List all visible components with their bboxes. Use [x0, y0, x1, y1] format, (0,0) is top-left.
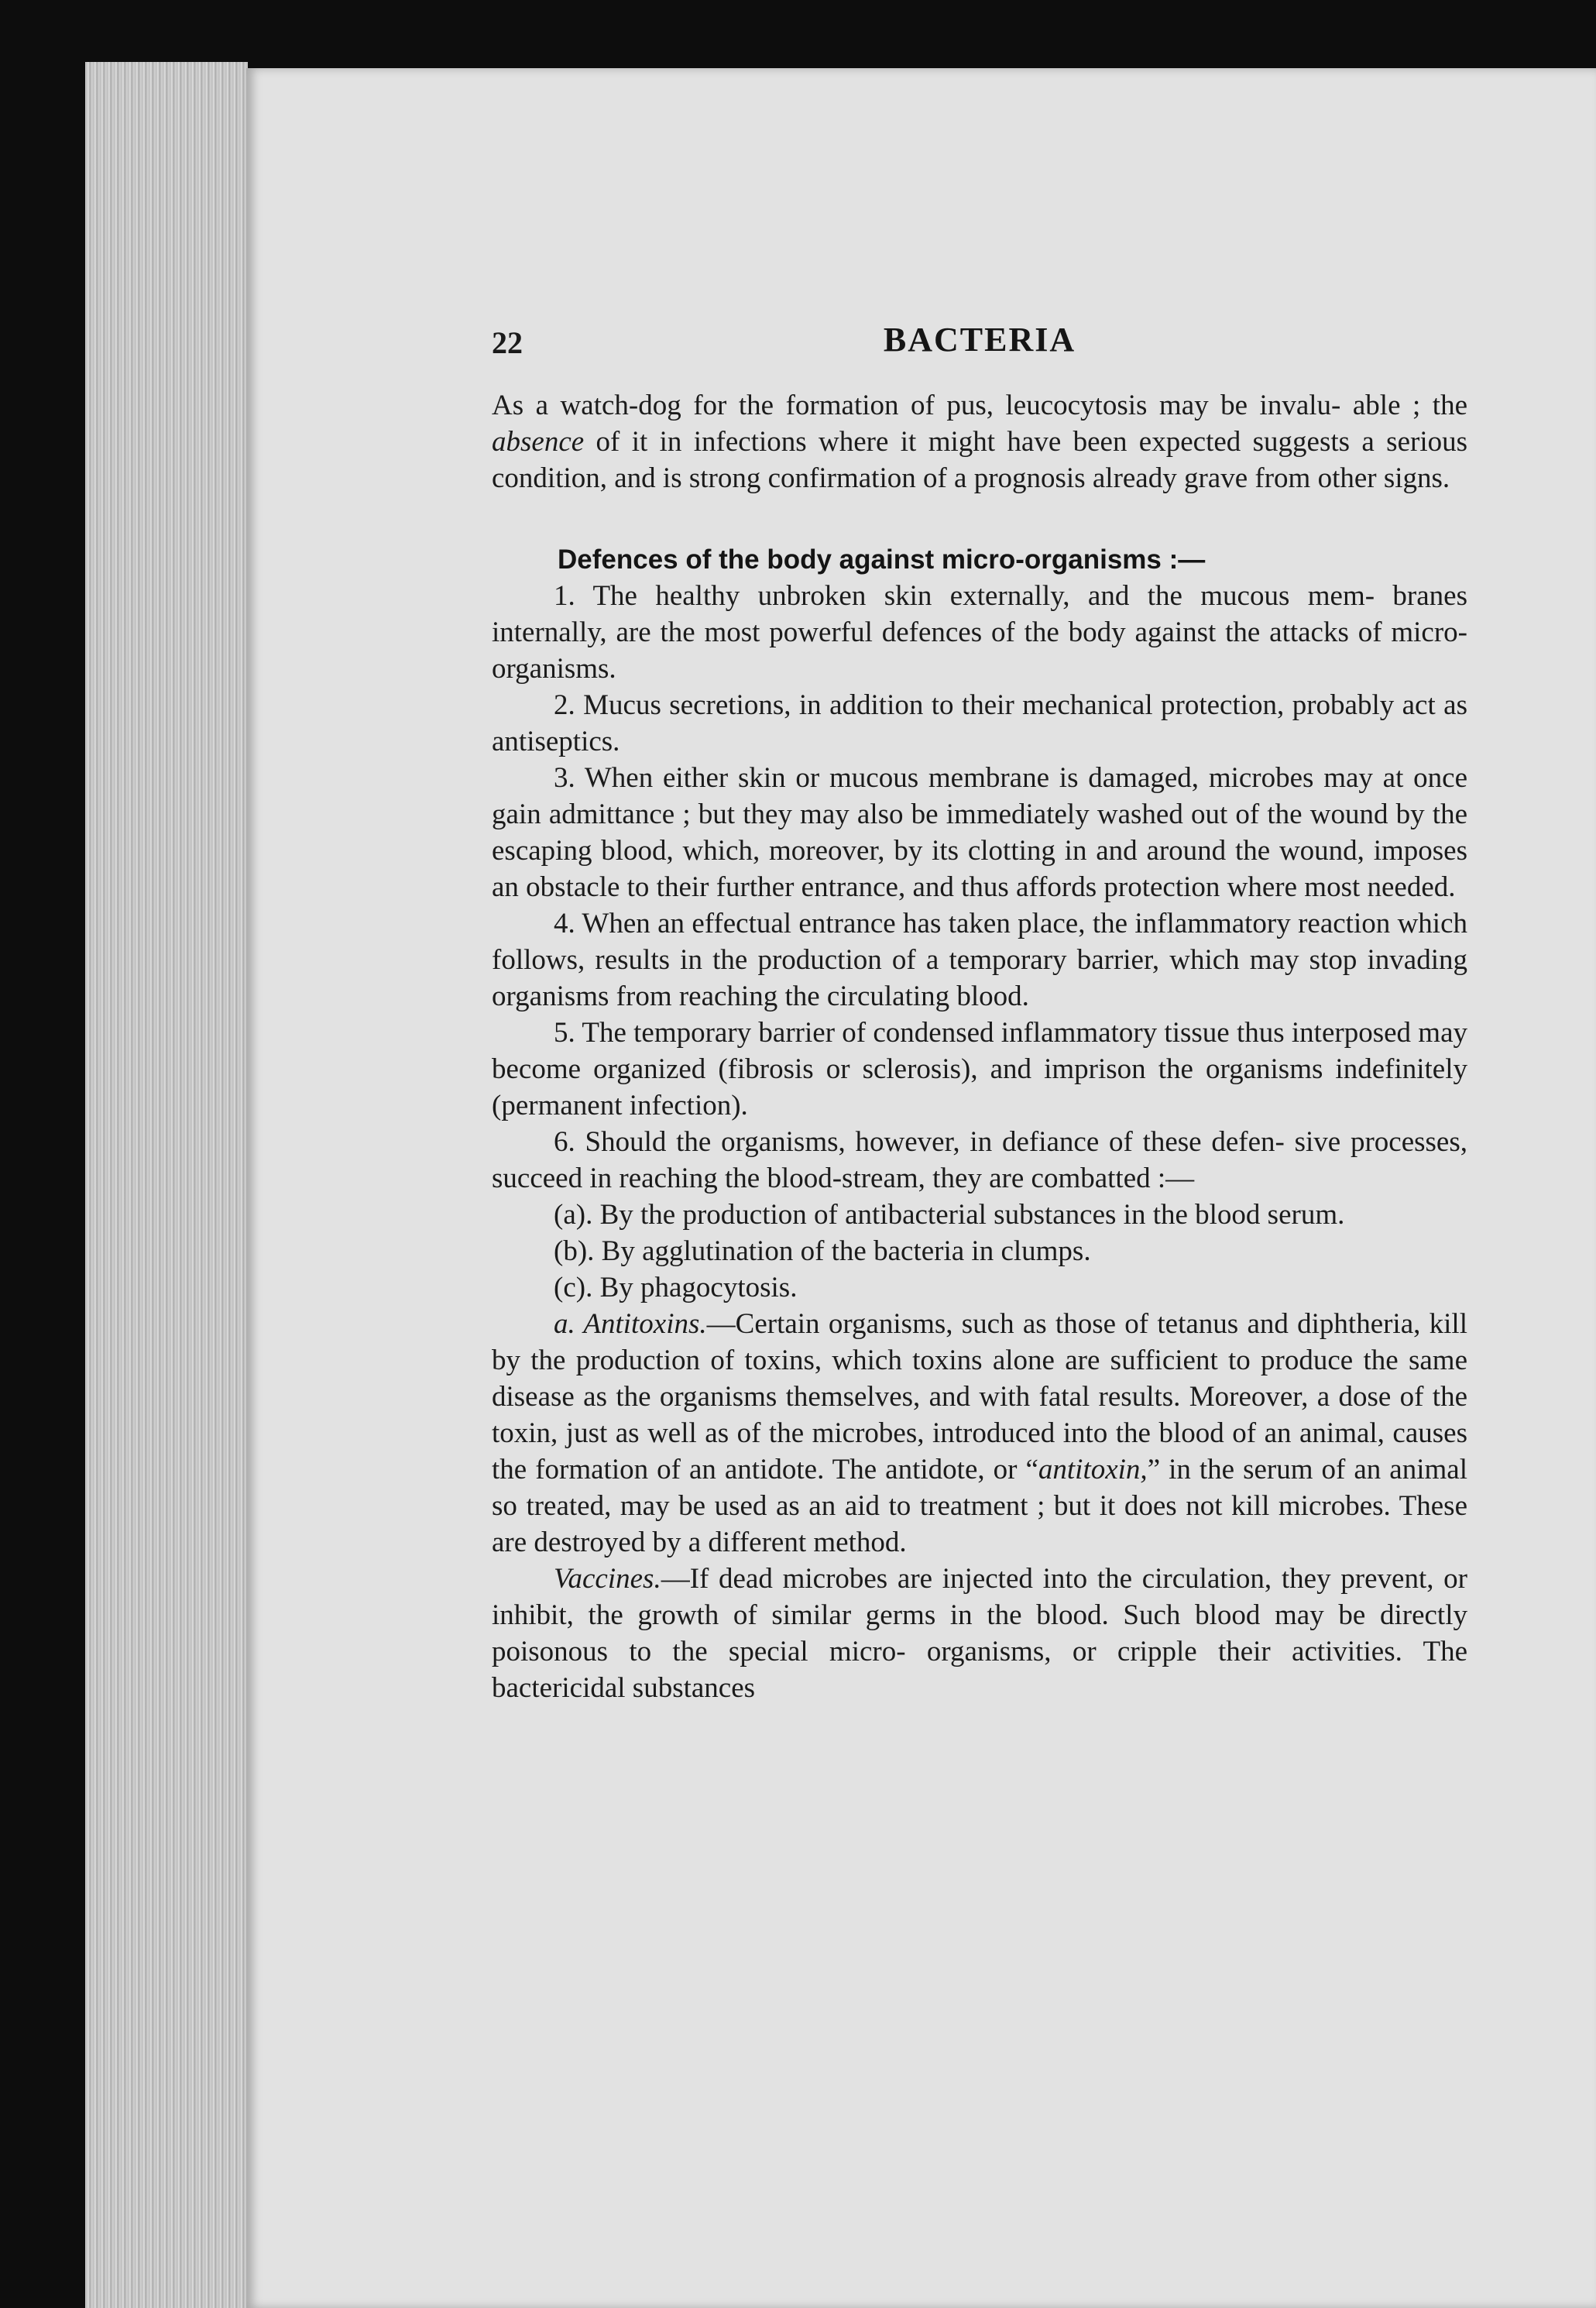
running-head	[492, 314, 1467, 368]
antitoxin-emphasis: antitoxin,	[1038, 1454, 1148, 1485]
subitem-b-label: (b).	[554, 1235, 595, 1267]
intro-text-start: As a watch-dog for the formation of pus, leucocytosis may be invalu- able ; the	[492, 390, 1467, 421]
vaccines-paragraph	[492, 1561, 1467, 1706]
defence-item-6: 6. Should the organisms, however, in defiance of these defen- sive processes, succeed in reaching the blood-stream, they are combatted :—	[492, 1126, 1467, 1194]
section-heading: Defences of the body against micro-organisms :—	[558, 544, 1206, 575]
defence-item-1: 1. The healthy unbroken skin externally, and the mucous mem- branes internally, are the most powerful defences of the body against the attacks of micro-organisms.	[492, 580, 1467, 685]
intro-emphasis: absence	[492, 426, 585, 458]
vaccines-label: Vaccines.	[554, 1563, 661, 1595]
subitem-b-text: By agglutination of the bacteria in clumps.	[594, 1235, 1091, 1267]
section-gap	[492, 496, 1467, 541]
defence-item-2: 2. Mucus secretions, in addition to their mechanical protection, probably act as antiseptics.	[492, 689, 1467, 757]
subitem-b	[492, 1233, 1467, 1269]
antitoxins-prefix: a.	[554, 1308, 584, 1340]
defence-item-5: 5. The temporary barrier of condensed inflammatory tissue thus interposed may become organized (fibrosis or sclerosis), and imprison the organisms indefinitely (permanent infection).	[492, 1017, 1467, 1121]
vaccines-text: —If dead microbes are injected into the circulation, they prevent, or inhibit, the growth of similar germs in the blood. Such blood may be directly poisonous to the special micro- organisms, or cripple their activities. The bactericidal substances	[492, 1563, 1467, 1704]
running-title: BACTERIA	[883, 321, 1076, 359]
subitem-a-label: (a).	[554, 1199, 593, 1231]
antitoxins-text-1: —Certain organisms, such as those of tetanus and diphtheria, kill by the production of toxins, which toxins alone are sufficient to produce the same disease as the organisms themselves, and with fatal results. Moreover, a dose of the toxin, just as well as of the microbes, introduced into the blood of an animal, causes the formation of an antidote. The antidote, or “	[492, 1308, 1467, 1485]
subitem-a	[492, 1197, 1467, 1233]
antitoxins-text-2: ” in the serum of an animal so treated, may be used as an aid to treatment ; but it does not kill microbes. These are destroyed by a different method.	[492, 1454, 1467, 1558]
page-body	[492, 387, 1467, 1706]
defence-item-3: 3. When either skin or mucous membrane is damaged, microbes may at once gain admittance ; but they may also be immediately washed out of the wound by the escaping blood, which, moreover, by its clotting in and around the wound, imposes an obstacle to their further entrance, and thus affords protection where most needed.	[492, 762, 1467, 903]
intro-text-end: of it in infections where it might have been expected suggests a serious condition, and is strong confirmation of a prognosis already grave from other signs.	[492, 426, 1467, 494]
subitem-a-text: By the production of antibacterial substances in the blood serum.	[592, 1199, 1345, 1231]
subitem-c-label: (c).	[554, 1272, 593, 1303]
antitoxins-paragraph	[492, 1306, 1467, 1561]
book-binding-edge	[85, 62, 248, 2308]
defence-item-4: 4. When an effectual entrance has taken place, the inflammatory reaction which follows, results in the production of a temporary barrier, which may stop invading organisms from reaching the circulating blood.	[492, 908, 1467, 1012]
intro-paragraph	[492, 387, 1467, 496]
antitoxins-label: Antitoxins.	[583, 1308, 707, 1340]
subitem-c	[492, 1269, 1467, 1306]
subitem-c-text: By phagocytosis.	[592, 1272, 798, 1303]
page-number: 22	[492, 325, 523, 360]
